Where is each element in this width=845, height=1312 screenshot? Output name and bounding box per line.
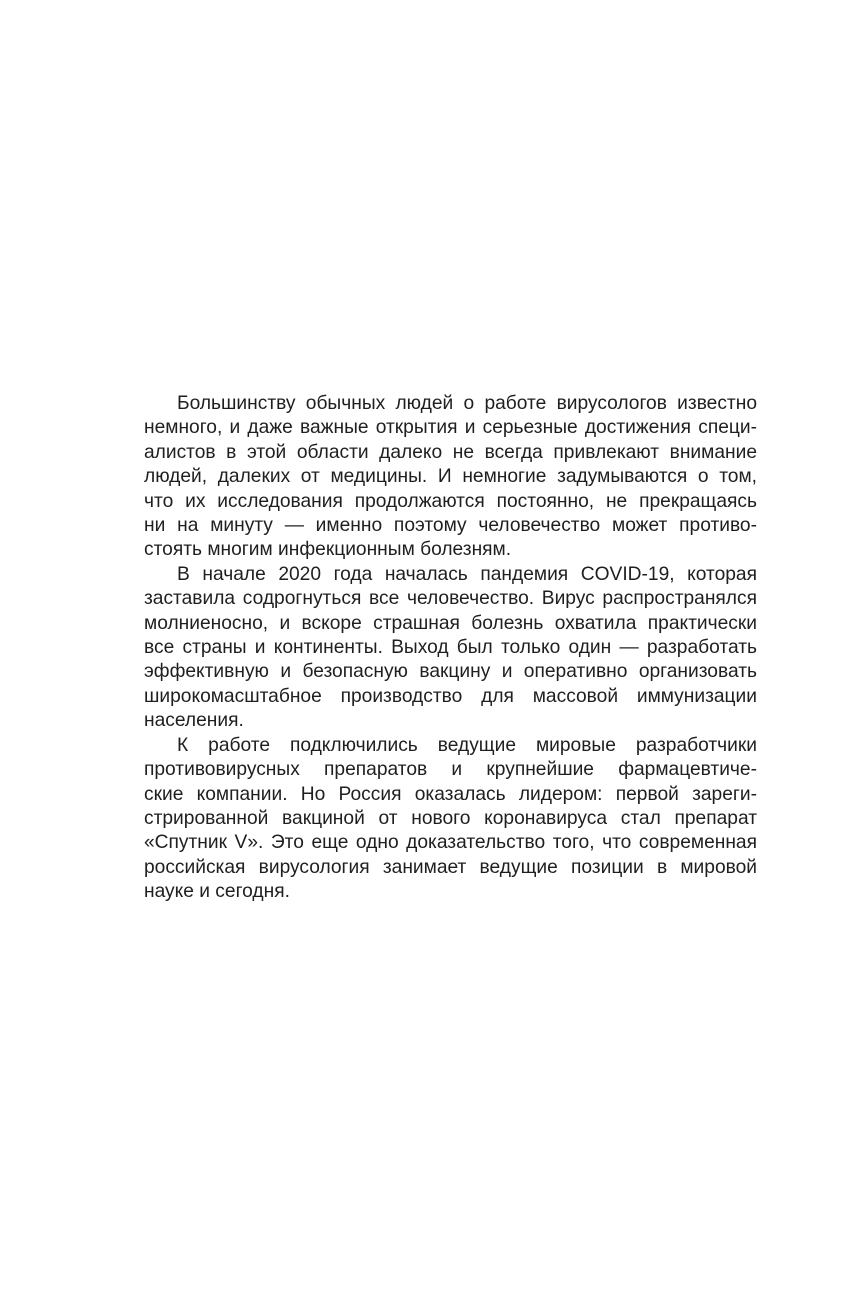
text-line: ские компании. Но Россия оказалась лидером: первой зареги-: [144, 783, 757, 805]
text-line: В начале 2020 года началась пандемия COVID-19, которая: [177, 563, 757, 585]
text-line: эффективную и безопасную вакцину и оперативно организовать: [144, 661, 757, 683]
text-line: «Спутник V». Это еще одно доказательство того, что современная: [144, 832, 757, 854]
paragraph-2: [144, 563, 757, 734]
text-line: молниеносно, и вскоре страшная болезнь охватила практически: [144, 612, 757, 634]
text-line: алистов в этой области далеко не всегда привлекают внимание: [144, 441, 757, 463]
text-line: людей, далеких от медицины. И немногие задумываются о том,: [144, 466, 757, 488]
text-line: населения.: [144, 710, 244, 732]
text-line: противовирусных препаратов и крупнейшие фармацевтиче-: [144, 759, 757, 781]
text-line: российская вирусология занимает ведущие позиции в мировой: [144, 856, 757, 878]
text-line: все страны и континенты. Выход был только один — разработать: [144, 637, 757, 659]
text-line: Большинству обычных людей о работе вирусологов известно: [177, 393, 757, 414]
text-line: науке и сегодня.: [144, 881, 290, 903]
body-text: [144, 392, 757, 905]
text-line: стрированной вакциной от нового коронавируса стал препарат: [144, 807, 757, 829]
paragraph-3: [144, 734, 757, 905]
text-line: что их исследования продолжаются постоянно, не прекращаясь: [144, 490, 757, 512]
text-line: ни на минуту — именно поэтому человечество может противо-: [144, 515, 757, 537]
text-line: немного, и даже важные открытия и серьезные достижения специ-: [144, 417, 757, 439]
text-line: К работе подключились ведущие мировые разработчики: [177, 734, 757, 756]
text-line: стоять многим инфекционным болезням.: [144, 539, 512, 561]
text-line: заставила содрогнуться все человечество. Вирус распространялся: [144, 588, 757, 610]
text-line: широкомасштабное производство для массовой иммунизации: [144, 685, 757, 707]
paragraph-1: [144, 392, 757, 563]
